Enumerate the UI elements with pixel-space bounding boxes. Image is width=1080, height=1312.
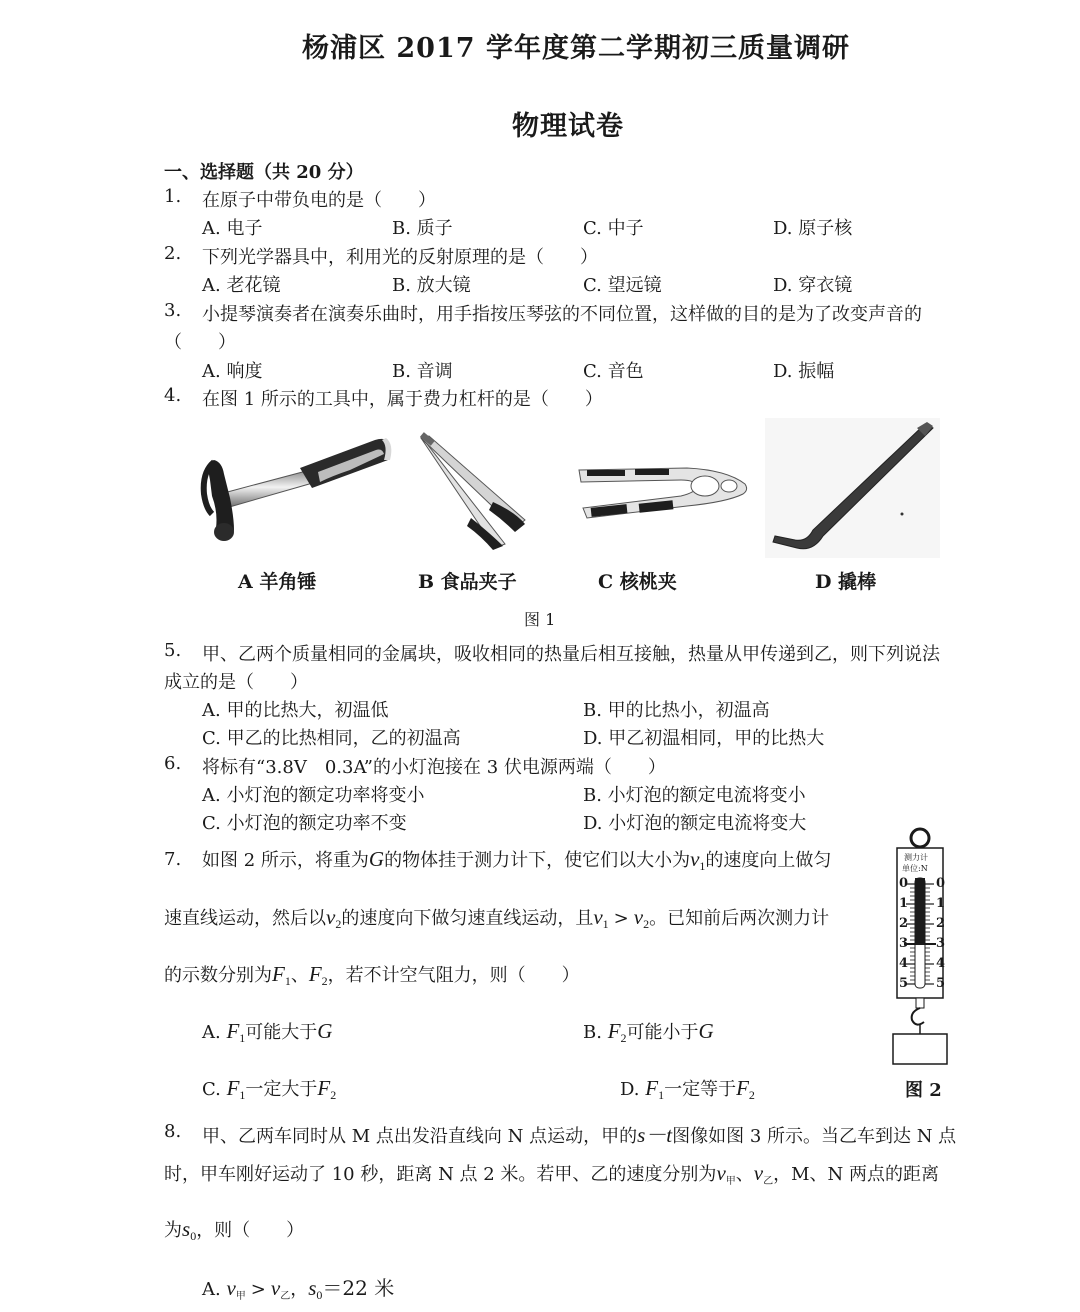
symbol-f1 (645, 1076, 664, 1100)
option-b[interactable]: B. 小灯泡的额定电流将变小 (583, 785, 806, 806)
symbol-f: F (645, 1076, 659, 1100)
symbol-f2 (608, 1019, 627, 1043)
question-number: 4. (164, 385, 182, 406)
option-text: 可能小于 (626, 1022, 699, 1043)
scale-fill (915, 878, 925, 944)
separator: 、 (290, 965, 309, 986)
symbol-s: s (308, 1276, 317, 1300)
tick-label-left: 3 (899, 936, 909, 951)
question-number: 7. (164, 849, 182, 870)
stem-text: 的示数分别为 (164, 965, 272, 986)
separator: 、 (735, 1164, 754, 1185)
option-d[interactable] (620, 1075, 755, 1103)
symbol-f: F (226, 1076, 240, 1100)
question-stem: 在原子中带负电的是（ ） (202, 190, 436, 211)
option-letter: A. (202, 1279, 221, 1300)
symbol-v: v (716, 1161, 726, 1185)
relation-greater: > (250, 1279, 266, 1300)
symbol-v1 (690, 847, 705, 871)
option-c[interactable] (202, 1075, 336, 1103)
symbol-v: v (753, 1161, 764, 1185)
symbol-f: F (607, 1019, 621, 1043)
subscript: 0 (316, 1288, 323, 1302)
tick-label-left: 1 (899, 896, 909, 911)
option-b[interactable] (583, 1018, 714, 1046)
subscript: 1 (602, 917, 609, 931)
stem-text: 速直线运动，然后以 (164, 908, 326, 929)
question-stem-line-2 (164, 904, 829, 932)
subscript: 1 (658, 1088, 665, 1102)
symbol-f: F (226, 1019, 240, 1043)
question-stem: 将标有“3.8V 0.3A”的小灯泡接在 3 伏电源两端（ ） (202, 757, 666, 778)
exam-title: 杨浦区 2017 学年度第二学期初三质量调研 (302, 33, 850, 64)
top-ring (911, 829, 929, 847)
option-c[interactable]: C. 音色 (583, 361, 644, 382)
question-stem-line-1 (202, 846, 831, 874)
tick-label-right: 5 (936, 976, 946, 991)
option-a[interactable]: A. 电子 (202, 218, 263, 239)
subscript: 2 (335, 917, 342, 931)
symbol-f1 (227, 1076, 246, 1100)
option-c[interactable]: C. 小灯泡的额定功率不变 (202, 813, 407, 834)
option-text: 一定大于 (245, 1079, 318, 1100)
separator: ， (290, 1279, 309, 1300)
subscript: 乙 (280, 1291, 291, 1302)
option-d[interactable]: D. 甲乙初温相同，甲的比热大 (583, 728, 825, 749)
relation-greater: > (613, 908, 629, 929)
symbol-f1 (272, 962, 291, 986)
tick-label-left: 4 (899, 956, 909, 971)
section-heading: 一、选择题（共 20 分） (164, 162, 364, 183)
symbol-g: G (317, 1019, 333, 1043)
symbol-v-jia (226, 1276, 245, 1300)
symbol-f1 (226, 1019, 245, 1043)
stem-text: 。已知前后两次测力计 (649, 908, 830, 929)
option-letter: B. (583, 1022, 602, 1043)
tick-label-right: 2 (936, 916, 946, 931)
option-a[interactable]: A. 老花镜 (202, 275, 281, 296)
subscript: 1 (284, 974, 291, 988)
symbol-v: v (270, 1276, 281, 1300)
symbol-v2 (326, 905, 341, 929)
symbol-v-yi (754, 1161, 773, 1185)
stem-text: 图像如图 3 所示。当乙车到达 N 点 (672, 1126, 957, 1147)
question-number: 6. (164, 753, 182, 774)
crowbar-image[interactable] (765, 418, 940, 558)
stem-text: ，若不计空气阻力，则（ ） (327, 965, 580, 986)
option-letter: A. (202, 1022, 221, 1043)
question-stem: 下列光学器具中，利用光的反射原理的是（ ） (202, 247, 598, 268)
option-d[interactable]: D. 原子核 (773, 218, 853, 239)
hook-stem (916, 998, 924, 1008)
symbol-v2 (634, 905, 649, 929)
option-text: 一定等于 (664, 1079, 737, 1100)
symbol-v1 (593, 905, 608, 929)
stem-text: ，M、N 两点的距离 (773, 1164, 939, 1185)
claw-hammer-image[interactable] (200, 432, 395, 547)
option-b[interactable]: B. 甲的比热小，初温高 (583, 700, 770, 721)
subscript: 1 (239, 1088, 246, 1102)
symbol-v: v (633, 905, 644, 929)
question-stem-continued: （ ） (164, 332, 236, 353)
option-letter: C. (202, 1079, 221, 1100)
subscript: 2 (620, 1031, 627, 1045)
subscript: 2 (330, 1088, 337, 1102)
stem-text: 的速度向上做匀 (705, 850, 832, 871)
option-c[interactable]: C. 甲乙的比热相同，乙的初温高 (202, 728, 461, 749)
symbol-v: v (690, 847, 700, 871)
stem-text: 时，甲车刚好运动了 10 秒，距离 N 点 2 米。若甲、乙的速度分别为 (164, 1164, 717, 1185)
scale-title: 测力计 (904, 853, 928, 862)
symbol-f: F (736, 1076, 749, 1100)
question-stem-line-3 (164, 961, 580, 989)
figure-1-label-a: A 羊角锤 (238, 571, 317, 593)
option-a[interactable]: A. 小灯泡的额定功率将变小 (202, 785, 425, 806)
tick-label-right: 1 (936, 896, 946, 911)
symbol-s: s (182, 1217, 191, 1241)
stem-text: ，则（ ） (196, 1220, 305, 1241)
stem-text: 甲、乙两车同时从 M 点出发沿直线向 N 点运动，甲的 (202, 1126, 638, 1147)
question-stem-continued: 成立的是（ ） (164, 672, 308, 693)
question-stem-line-1 (202, 1119, 956, 1149)
figure-1-label-b: B 食品夹子 (418, 571, 517, 593)
question-number: 2. (164, 243, 182, 264)
question-number: 3. (164, 300, 182, 321)
question-number: 1. (164, 186, 182, 207)
tick-label-left: 0 (899, 876, 909, 891)
symbol-f2 (736, 1076, 755, 1100)
symbol-g: G (368, 847, 385, 871)
subscript: 2 (643, 917, 650, 931)
subscript: 1 (699, 859, 706, 873)
figure-1-label-c: C 核桃夹 (598, 571, 677, 593)
question-stem-line-2 (164, 1160, 939, 1187)
symbol-v-jia (716, 1161, 735, 1185)
subscript: 2 (321, 974, 328, 988)
symbol-f: F (317, 1076, 331, 1100)
symbol-v: v (593, 905, 603, 929)
option-c[interactable]: C. 望远镜 (583, 275, 662, 296)
option-d[interactable]: D. 穿衣镜 (773, 275, 853, 296)
question-number: 5. (164, 640, 182, 661)
subscript: 甲 (235, 1291, 246, 1302)
food-tongs-image[interactable] (415, 432, 540, 552)
tick-label-right: 3 (936, 936, 946, 951)
symbol-f2 (309, 962, 328, 986)
option-text: ＝22 米 (322, 1276, 395, 1300)
symbol-f: F (308, 962, 322, 986)
subscript: 甲 (725, 1176, 736, 1187)
subscript: 乙 (763, 1176, 774, 1187)
question-stem-line-3 (164, 1216, 304, 1244)
nutcracker-image[interactable] (577, 462, 752, 522)
subscript: 0 (190, 1229, 197, 1243)
tick-label-left: 2 (899, 916, 909, 931)
option-a[interactable]: A. 甲的比热大，初温低 (202, 700, 389, 721)
symbol-s-t: s－t (637, 1123, 673, 1147)
question-stem: 小提琴演奏者在演奏乐曲时，用手指按压琴弦的不同位置，这样做的目的是为了改变声音的 (202, 304, 922, 325)
scale-unit: 单位:N (902, 864, 928, 873)
option-b[interactable]: B. 放大镜 (392, 275, 471, 296)
option-a[interactable] (202, 1272, 394, 1303)
exam-subtitle: 物理试卷 (512, 111, 624, 142)
figure-1-caption: 图 1 (524, 610, 556, 629)
stem-text: 如图 2 所示，将重为 (202, 850, 369, 871)
tick-label-right: 0 (936, 876, 946, 891)
symbol-s0 (308, 1276, 322, 1300)
stem-text: 为 (164, 1220, 182, 1241)
stem-text: 的物体挂于测力计下，使它们以大小为 (384, 850, 691, 871)
option-a[interactable]: A. 响度 (202, 361, 263, 382)
tick-label-right: 4 (936, 956, 946, 971)
option-d[interactable]: D. 振幅 (773, 361, 835, 382)
figure-2-caption: 图 2 (905, 1080, 942, 1101)
symbol-v: v (226, 1276, 236, 1300)
subscript: 2 (748, 1088, 755, 1102)
option-b[interactable]: B. 音调 (392, 361, 453, 382)
stem-text: 的速度向下做匀速直线运动，且 (341, 908, 594, 929)
question-number: 8. (164, 1121, 182, 1142)
option-a[interactable] (202, 1018, 332, 1046)
option-text: 可能大于 (245, 1022, 318, 1043)
question-stem: 在图 1 所示的工具中，属于费力杠杆的是（ ） (202, 389, 603, 410)
question-stem: 甲、乙两个质量相同的金属块，吸收相同的热量后相互接触，热量从甲传递到乙，则下列说法 (202, 644, 940, 665)
tick-label-left: 5 (899, 976, 909, 991)
symbol-g: G (698, 1019, 714, 1043)
option-c[interactable]: C. 中子 (583, 218, 644, 239)
hook (912, 1008, 924, 1025)
option-b[interactable]: B. 质子 (392, 218, 453, 239)
symbol-v: v (326, 905, 336, 929)
option-d[interactable]: D. 小灯泡的额定电流将变大 (583, 813, 807, 834)
subscript: 1 (239, 1031, 246, 1045)
symbol-v-yi (271, 1276, 290, 1300)
hanging-weight (893, 1034, 947, 1064)
figure-1-label-d: D 撬棒 (815, 571, 877, 593)
symbol-f: F (272, 962, 285, 986)
option-letter: D. (620, 1079, 640, 1100)
symbol-s0 (182, 1217, 196, 1241)
symbol-f2 (317, 1076, 336, 1100)
